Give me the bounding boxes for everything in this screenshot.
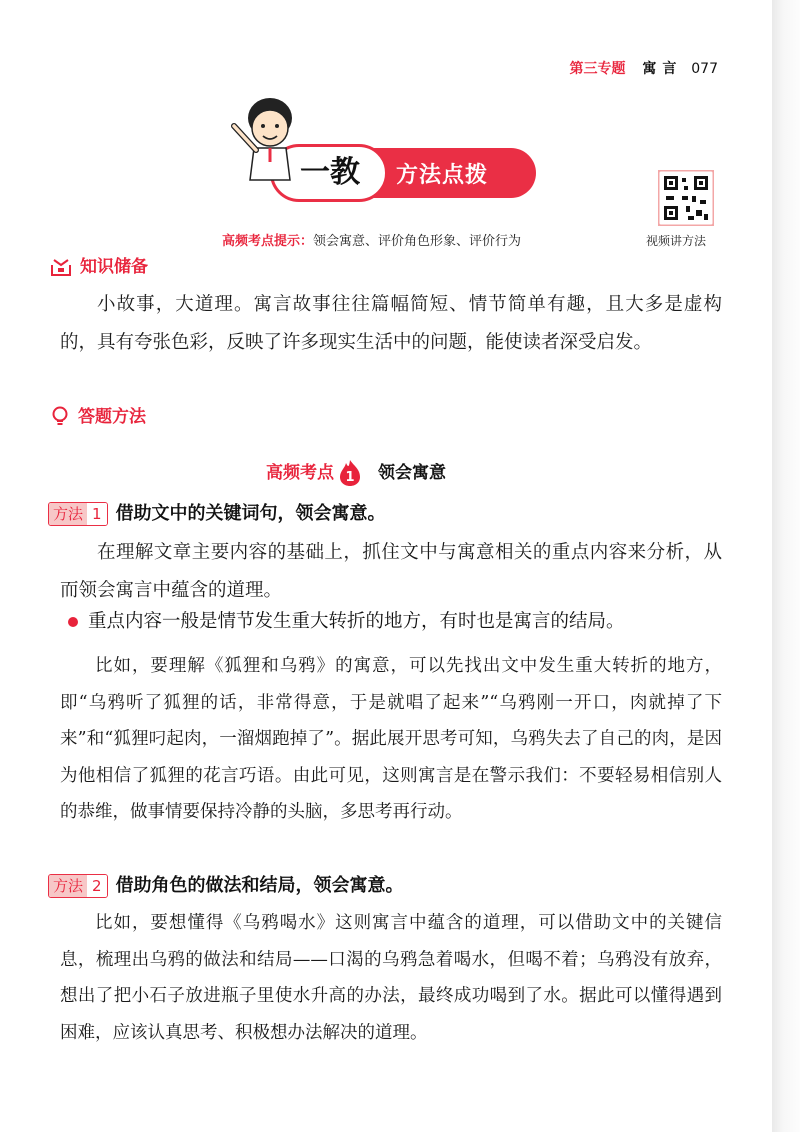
method-1-tag: [48, 502, 108, 526]
method-1-tag-text: 方法: [49, 503, 87, 525]
method-2-title: 借助角色的做法和结局，领会寓意。: [115, 875, 404, 896]
knowledge-heading: [50, 252, 148, 277]
qr-label: 视频讲方法: [646, 234, 707, 248]
mascot-boy-icon: [226, 92, 306, 192]
banner-title: 方法点拨: [396, 163, 489, 188]
method-2-example: 比如，要想懂得《乌鸦喝水》这则寓言中蕴含的道理，可以借助文中的关键信息，梳理出乌鸦的做法和结局——口渴的乌鸦急着喝水，但喝不着；乌鸦没有放弃，想出了把小石子放进瓶子里使水升高的办法，最终成功喝到了水。据此可以懂得遇到困难，应该认真思考、积极想办法解决的道理。: [60, 913, 722, 1043]
knowledge-icon: [50, 257, 72, 277]
method-1-heading: [48, 499, 386, 526]
tip-content: 领会寓意、评价角色形象、评价行为: [313, 234, 522, 249]
lightbulb-icon: [50, 406, 70, 428]
key-point-label: 高频考点: [266, 463, 334, 483]
header-section: 第三专题: [569, 61, 626, 77]
key-point-name: 领会寓意: [378, 463, 446, 483]
method-1-title: 借助文中的关键词句，领会寓意。: [115, 503, 386, 524]
knowledge-heading-text: 知识储备: [80, 257, 148, 277]
bullet-dot-icon: [68, 617, 78, 627]
knowledge-text: 小故事，大道理。寓言故事往往篇幅简短、情节简单有趣，且大多是虚构的，具有夸张色彩，反映了许多现实生活中的问题，能使读者深受启发。: [60, 294, 722, 353]
high-frequency-tip: [222, 230, 521, 249]
header-unit: 寓言: [642, 61, 683, 77]
key-point-heading: [266, 458, 446, 487]
method-2-tag: [48, 874, 108, 898]
page-edge: [772, 0, 800, 1132]
method-1-example: 比如，要理解《狐狸和乌鸦》的寓意，可以先找出文中发生重大转折的地方，即“乌鸦听了狐狸的话，非常得意，于是就唱了起来”“乌鸦刚一开口，肉就掉了下来”和“狐狸叼起肉，一溜烟跑掉了”。据此展开思考可知，乌鸦失去了自己的肉，是因为他相信了狐狸的花言巧语。由此可见，这则寓言是在警示我们：不要轻易相信别人的恭维，做事情要保持冷静的头脑，多思考再行动。: [60, 656, 722, 822]
method-1-number: 1: [87, 503, 107, 525]
key-point-number: 1: [345, 470, 355, 485]
tip-label: 高频考点提示：: [222, 234, 314, 249]
banner-prefix: 一教: [300, 155, 360, 190]
running-header: [570, 58, 718, 78]
answer-heading-text: 答题方法: [78, 407, 146, 427]
flame-number-icon: [338, 459, 362, 487]
answer-heading: [50, 402, 146, 428]
method-2-number: 2: [87, 875, 107, 897]
method-1-bullet: [68, 607, 625, 637]
method-1-text: 在理解文章主要内容的基础上，抓住文中与寓意相关的重点内容来分析，从而领会寓言中蕴含的道理。: [60, 542, 722, 601]
method-1-bullet-text: 重点内容一般是情节发生重大转折的地方，有时也是寓言的结局。: [88, 611, 625, 632]
title-banner: [226, 92, 546, 217]
method-2-tag-text: 方法: [49, 875, 87, 897]
qr-code-icon[interactable]: [658, 170, 714, 226]
method-2-heading: [48, 871, 404, 898]
page-number: 077: [691, 61, 718, 77]
